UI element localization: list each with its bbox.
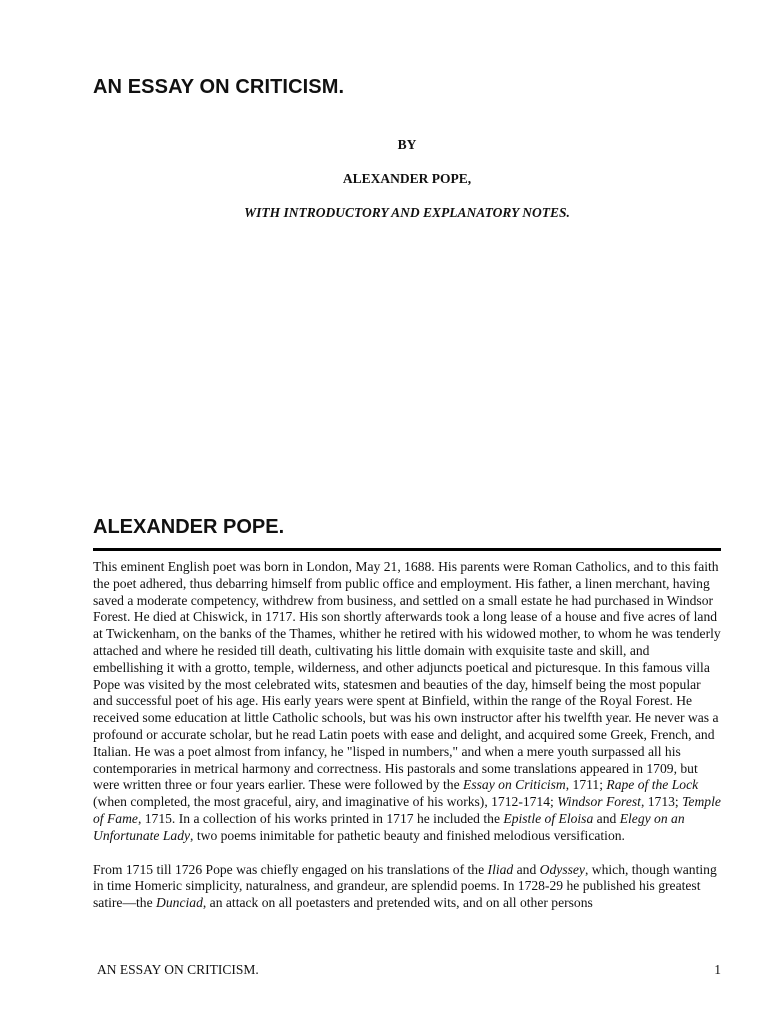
work-title: Essay on Criticism — [463, 777, 566, 793]
text-run: , an attack on all poetasters and pretended wits, and on all other persons — [202, 895, 593, 911]
work-title: Iliad — [487, 861, 514, 877]
text-run: (when completed, the most graceful, airy, and imaginative of his works), 1712-1714; — [93, 794, 558, 810]
work-title: Windsor Forest — [557, 794, 641, 810]
document-title: AN ESSAY ON CRITICISM. — [93, 76, 345, 98]
paragraph-translations — [93, 862, 721, 912]
text-run: , 1713; — [640, 794, 683, 810]
work-title: Elegy on an Unfortunate Lady — [93, 810, 685, 843]
text-run: , 1711; — [565, 777, 607, 793]
text-run: and — [513, 861, 540, 877]
section-body — [93, 559, 721, 929]
paragraph-biography — [93, 559, 721, 845]
byline-label: BY — [397, 137, 417, 152]
work-title: Dunciad — [156, 895, 203, 911]
text-run: This eminent English poet was born in London, May 21, 1688. His parents were Roman Catholics, and to this faith the poet adhered, thus debarring himself from public office and employment. His father, a linen merchant, having saved a moderate competency, withdrew from business, and settled on a small estate he had purchased in Windsor Forest. He died at Chiswick, in 1717. His son shortly afterwards took a long lease of a house and five acres of land at Twickenham, on the banks of the Thames, whither he retired with his widowed mother, to whom he was tenderly attached and where he resided till death, cultivating his little domain with exquisite taste and skill, and embellishing it with a grotto, temple, wilderness, and other adjuncts poetical and picturesque. In this famous villa Pope was visited by the most celebrated wits, statesmen and beauties of the day, himself being the most popular and successful poet of his age. His early years were spent at Binfield, within the range of the Royal Forest. He received some education at little Catholic schools, but was his own instructor after his twelfth year. He never was a profound or accurate scholar, but he read Latin poets with ease and delight, and acquired some Greek, French, and Italian. He was a poet almost from infancy, he "lisped in numbers," and when a mere youth surpassed all his contemporaries in metrical harmony and correctness. His pastorals and some translations appeared in 1709, but were written three or four years earlier. These were followed by the — [93, 559, 721, 793]
text-run: , which, though wanting in time Homeric simplicity, naturalness, and grandeur, are splendid poems. In 1728-29 he published his greatest satire—the — [93, 861, 717, 911]
section-heading: ALEXANDER POPE. — [93, 516, 285, 538]
work-title: Odyssey — [539, 861, 585, 877]
work-title: Temple of Fame — [93, 794, 721, 826]
text-run: From 1715 till 1726 Pope was chiefly engaged on his translations of the — [93, 861, 488, 877]
page-number: 1 — [714, 962, 721, 977]
text-run: , 1715. In a collection of his works printed in 1717 he included the — [137, 810, 504, 826]
author-name: ALEXANDER POPE, — [342, 171, 472, 186]
text-run: , two poems inimitable for pathetic beauty and finished melodious versification. — [190, 827, 625, 843]
work-title: Rape of the Lock — [606, 777, 699, 793]
footer-title: AN ESSAY ON CRITICISM. — [97, 962, 259, 977]
document-subtitle: WITH INTRODUCTORY AND EXPLANATORY NOTES. — [244, 205, 570, 220]
work-title: Epistle of Eloisa — [503, 810, 594, 826]
text-run: and — [593, 810, 620, 826]
heading-rule — [93, 548, 721, 551]
